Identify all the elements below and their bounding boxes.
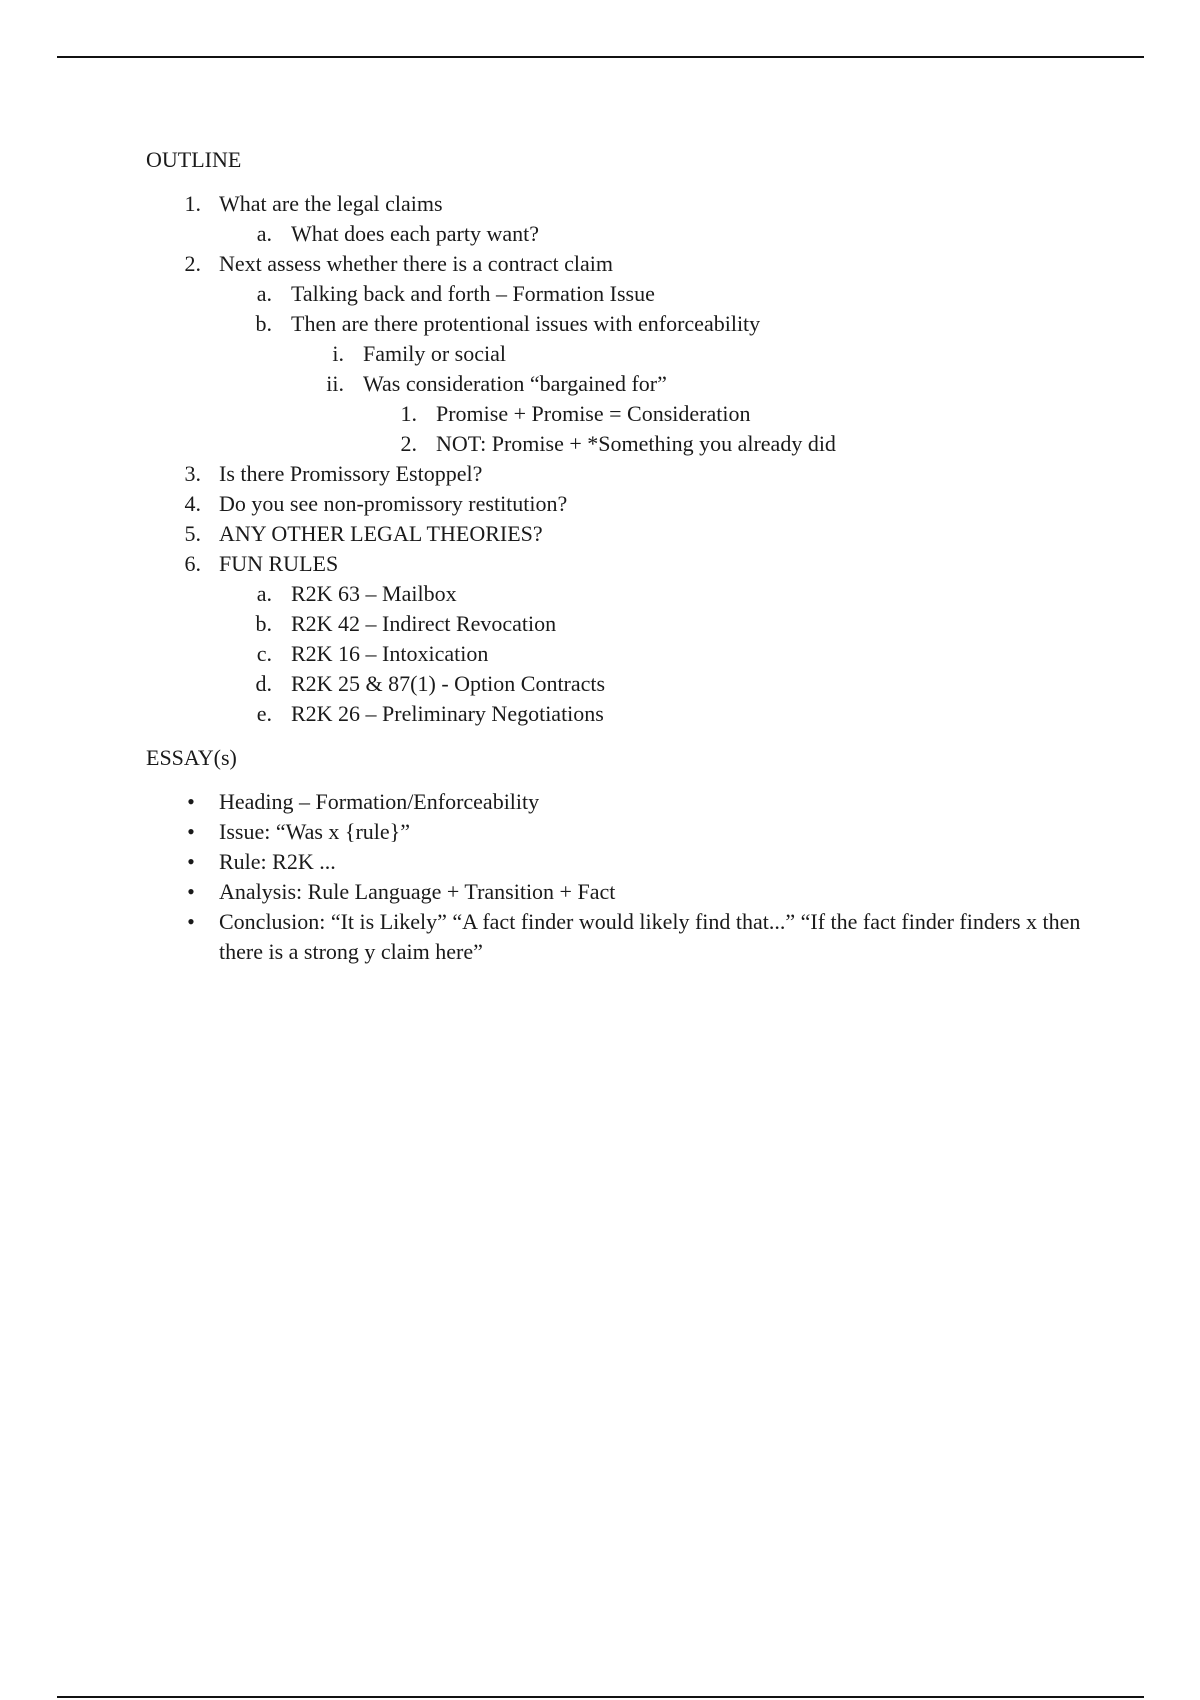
document-body	[146, 145, 1106, 967]
outline-item-marker: 6.	[184, 551, 201, 576]
bottom-rule	[57, 1696, 1144, 1698]
bullet-icon: •	[187, 819, 195, 844]
outline-item-text: FUN RULES	[219, 551, 339, 576]
essay-bullet-text: Rule: R2K ...	[219, 849, 336, 874]
outline-item-text: R2K 26 – Preliminary Negotiations	[291, 701, 604, 726]
top-rule	[57, 56, 1144, 58]
outline-item-marker: 1.	[184, 191, 201, 216]
outline-item	[146, 639, 1106, 669]
outline-item-marker: a.	[256, 281, 272, 306]
outline-list	[146, 189, 1106, 729]
bullet-icon: •	[187, 879, 195, 904]
essay-bullet-item	[146, 817, 1099, 847]
outline-item-text: Family or social	[363, 341, 506, 366]
outline-item-text: NOT: Promise + *Something you already did	[436, 431, 836, 456]
essay-bullet-text: Conclusion: “It is Likely” “A fact finder would likely find that...” “If the fact finder finders x then there is a strong y claim here”	[219, 909, 1081, 964]
outline-item	[146, 699, 1106, 729]
outline-item-text: Do you see non-promissory restitution?	[219, 491, 568, 516]
outline-item-text: Promise + Promise = Consideration	[436, 401, 751, 426]
outline-item-text: R2K 63 – Mailbox	[291, 581, 457, 606]
outline-item	[146, 609, 1106, 639]
outline-item	[146, 309, 1106, 339]
outline-item	[146, 489, 1106, 519]
outline-heading: OUTLINE	[146, 147, 242, 172]
outline-item-marker: a.	[256, 581, 272, 606]
essay-bullet-item	[146, 907, 1099, 967]
outline-item	[146, 219, 1106, 249]
outline-item-text: R2K 25 & 87(1) - Option Contracts	[291, 671, 606, 696]
outline-item-marker: e.	[256, 701, 272, 726]
outline-item-marker: c.	[256, 641, 272, 666]
outline-item-marker: 4.	[184, 491, 201, 516]
outline-item	[146, 459, 1106, 489]
outline-item-text: What does each party want?	[291, 221, 539, 246]
outline-item	[146, 369, 1106, 399]
essay-bullet-text: Analysis: Rule Language + Transition + Fact	[219, 879, 616, 904]
essay-bullet-list	[146, 787, 1106, 967]
outline-item-marker: 2.	[184, 251, 201, 276]
essay-bullet-item	[146, 787, 1099, 817]
outline-item-marker: i.	[332, 341, 344, 366]
outline-item-text: R2K 16 – Intoxication	[291, 641, 489, 666]
bullet-icon: •	[187, 849, 195, 874]
essay-heading: ESSAY(s)	[146, 745, 237, 770]
outline-item	[146, 399, 1106, 429]
outline-item-marker: 1.	[400, 401, 417, 426]
outline-item	[146, 579, 1106, 609]
outline-item-text: ANY OTHER LEGAL THEORIES?	[219, 521, 543, 546]
outline-item-text: R2K 42 – Indirect Revocation	[291, 611, 557, 636]
outline-item	[146, 279, 1106, 309]
bullet-icon: •	[187, 789, 195, 814]
outline-item-marker: 3.	[184, 461, 201, 486]
outline-item-marker: b.	[255, 311, 272, 336]
essay-bullet-text: Heading – Formation/Enforceability	[219, 789, 540, 814]
outline-item	[146, 669, 1106, 699]
outline-item-marker: d.	[255, 671, 272, 696]
outline-item-text: Talking back and forth – Formation Issue	[291, 281, 655, 306]
essay-bullet-item	[146, 847, 1099, 877]
outline-item	[146, 189, 1106, 219]
outline-item-marker: b.	[255, 611, 272, 636]
outline-item-marker: 5.	[184, 521, 201, 546]
outline-item-marker: ii.	[326, 371, 344, 396]
outline-item-marker: a.	[256, 221, 272, 246]
outline-item	[146, 549, 1106, 579]
outline-item-text: What are the legal claims	[219, 191, 443, 216]
outline-item	[146, 339, 1106, 369]
outline-item-text: Next assess whether there is a contract claim	[219, 251, 614, 276]
bullet-icon: •	[187, 909, 195, 934]
outline-item	[146, 519, 1106, 549]
outline-item-text: Then are there protentional issues with enforceability	[291, 311, 761, 336]
outline-item-text: Is there Promissory Estoppel?	[219, 461, 483, 486]
outline-item-marker: 2.	[400, 431, 417, 456]
outline-item	[146, 429, 1106, 459]
outline-item	[146, 249, 1106, 279]
outline-item-text: Was consideration “bargained for”	[363, 371, 667, 396]
essay-bullet-text: Issue: “Was x {rule}”	[219, 819, 411, 844]
essay-bullet-item	[146, 877, 1099, 907]
